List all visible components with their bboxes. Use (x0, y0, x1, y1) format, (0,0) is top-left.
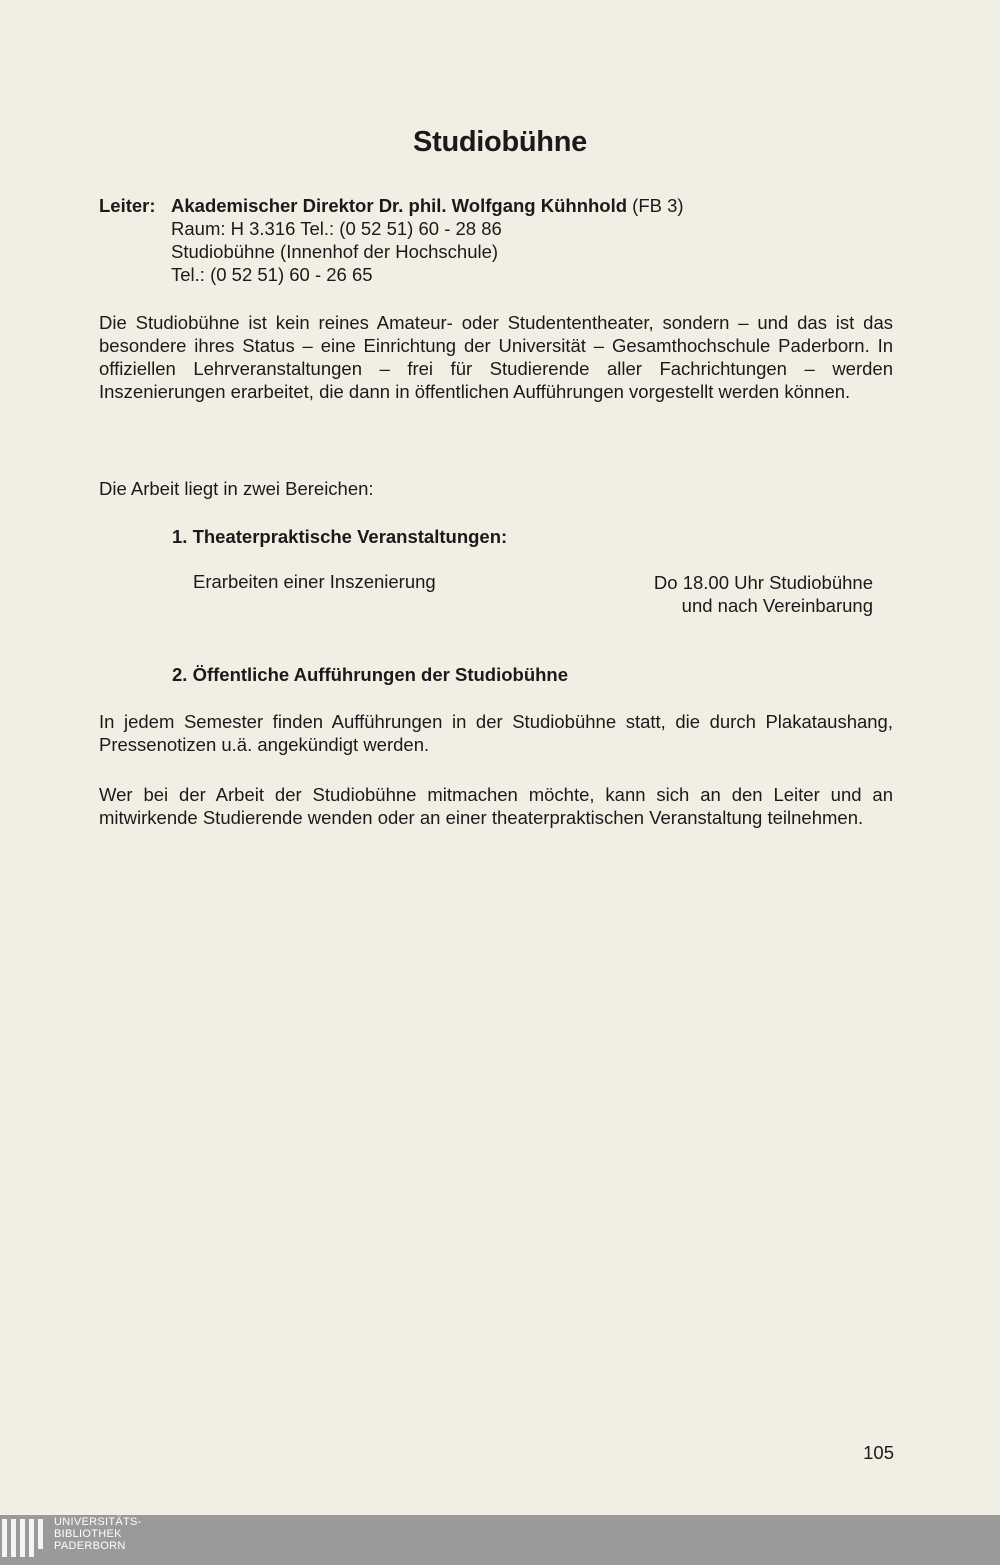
course-time (654, 571, 873, 617)
leiter-room: Raum: H 3.316 Tel.: (0 52 51) 60 - 28 86 (171, 218, 502, 239)
section2-text: In jedem Semester finden Aufführungen in der Studiobühne statt, die durch Plakataushang, Pressenotizen u.ä. angekündigt werden. (99, 711, 893, 755)
leiter-dept: (FB 3) (627, 195, 684, 216)
leiter-label: Leiter: (99, 195, 156, 216)
library-name: UNIVERSITÄTS- BIBLIOTHEK PADERBORN (54, 1516, 142, 1552)
leiter-phone: Tel.: (0 52 51) 60 - 26 65 (171, 264, 373, 285)
section2-heading: 2. Öffentliche Aufführungen der Studiobühne (172, 664, 569, 685)
areas-intro: Die Arbeit liegt in zwei Bereichen: (99, 478, 374, 499)
participation-paragraph: Wer bei der Arbeit der Studiobühne mitmachen möchte, kann sich an den Leiter und an mitwirkende Studierende wenden oder an einer theaterpraktischen Veranstaltung teilnehmen. (99, 784, 893, 828)
intro-paragraph: Die Studiobühne ist kein reines Amateur- oder Studententheater, sondern – und das ist das besondere ihres Status – eine Einrichtung der Universität – Gesamthochschule Paderborn. In offiziellen Lehrveranstaltungen – frei für Studierende aller Fachrichtungen – werden Inszenierungen erarbeitet, die dann in öffentlichen Aufführungen vorgestellt werden können. (99, 312, 893, 402)
library-footer (0, 1515, 1000, 1565)
section1-heading: 1. Theaterpraktische Veranstaltungen: (172, 526, 508, 547)
page-title: Studiobühne (413, 126, 587, 158)
page-number: 105 (863, 1442, 894, 1463)
course-time-line1: Do 18.00 Uhr Studiobühne (653, 572, 873, 593)
leiter-name: Akademischer Direktor Dr. phil. Wolfgang Kühnhold (171, 195, 628, 216)
course-name: Erarbeiten einer Inszenierung (193, 571, 436, 592)
course-time-line2: und nach Vereinbarung (681, 595, 873, 616)
leiter-place: Studiobühne (Innenhof der Hochschule) (171, 241, 499, 262)
